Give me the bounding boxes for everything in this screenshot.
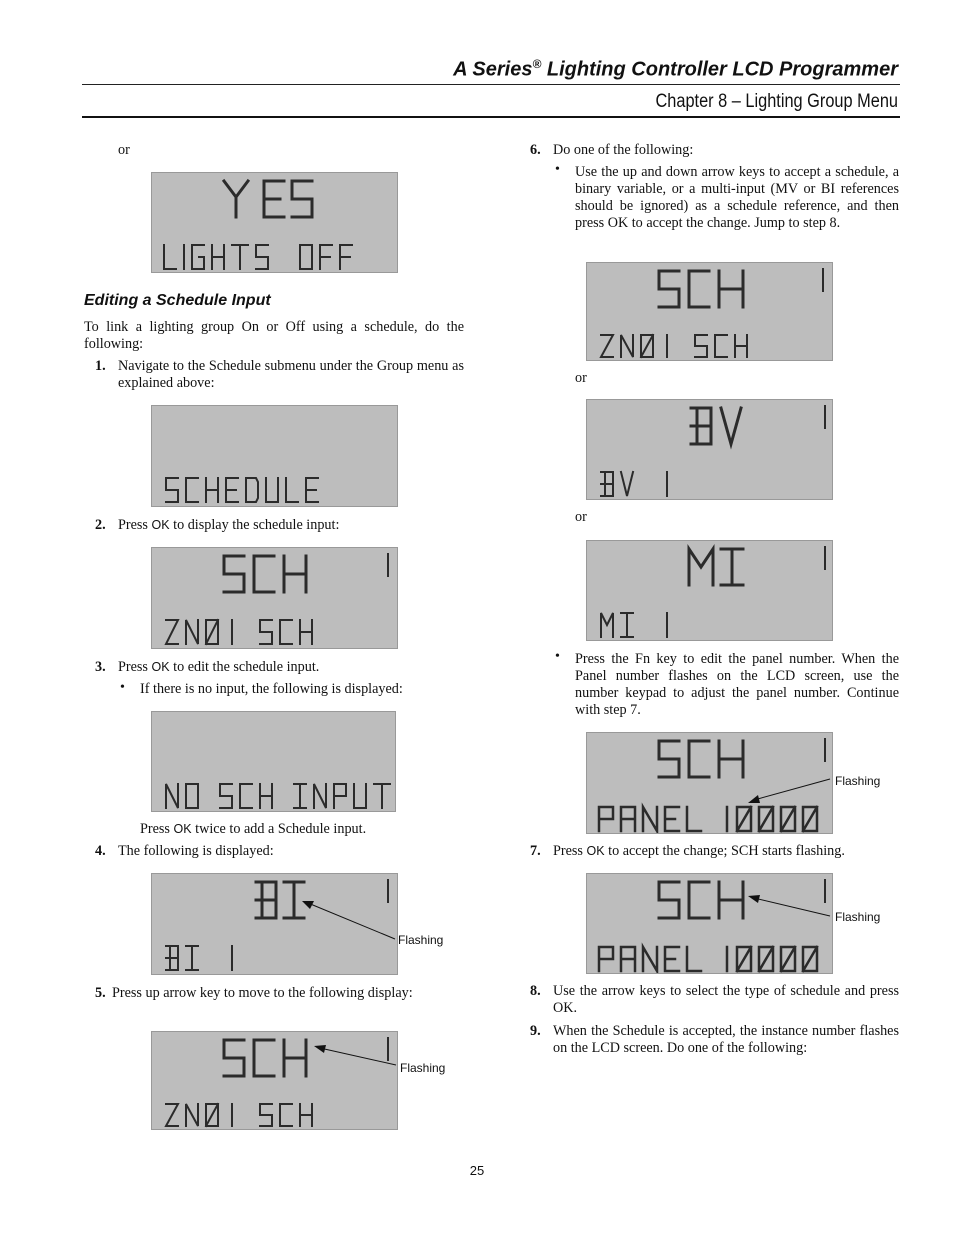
- lcd-small-text: [599, 807, 817, 831]
- step-9-text: When the Schedule is accepted, the instance number flashes on the LCD screen. Do one of the following:: [553, 1023, 899, 1056]
- lcd-small-text: [601, 335, 747, 357]
- lcd-sch-zn01: [151, 547, 398, 649]
- header-rule-thick: [82, 116, 900, 118]
- lcd-schedule: [151, 405, 398, 507]
- flashing-pointer: [310, 1040, 400, 1070]
- or-label: or: [118, 142, 130, 158]
- intro-paragraph: To link a lighting group On or Off using a schedule, do the following:: [84, 319, 464, 352]
- ok-key: OK: [586, 844, 605, 858]
- lcd-mi: [586, 540, 833, 641]
- bullet-dot: •: [555, 649, 560, 664]
- flashing-label: Flashing: [398, 933, 444, 947]
- ok-key: OK: [173, 822, 192, 836]
- step-number: 7.: [530, 843, 541, 859]
- lcd-panel-2: [586, 873, 833, 974]
- bullet-dot: •: [555, 162, 560, 177]
- lcd-small-text: [601, 472, 667, 496]
- ok-key: OK: [151, 660, 170, 674]
- step-number: 6.: [530, 142, 541, 158]
- step-number: 9.: [530, 1023, 541, 1039]
- lcd-small-text: [166, 784, 390, 808]
- flashing-label: Flashing: [400, 1061, 446, 1075]
- lcd-large-text: [689, 549, 743, 585]
- press-ok-twice: Press OK twice to add a Schedule input.: [140, 821, 367, 837]
- lcd-large-text: [691, 408, 741, 444]
- lcd-sch-zn01-right: [586, 262, 833, 361]
- lcd-large-text: [659, 882, 743, 918]
- page-number: 25: [469, 1163, 485, 1178]
- lcd-small-text: [166, 946, 232, 970]
- lcd-small-text: [164, 245, 352, 269]
- header-rule: [82, 84, 900, 85]
- lcd-large-text: [659, 271, 743, 307]
- step-6-text: Do one of the following:: [553, 142, 694, 158]
- flashing-label: Flashing: [835, 910, 881, 924]
- step-number: 1.: [95, 358, 106, 374]
- flashing-pointer: [744, 890, 834, 920]
- document-title: A Series® Lighting Controller LCD Programmer: [453, 57, 898, 81]
- flashing-label: Flashing: [835, 774, 881, 788]
- step-1-text: Navigate to the Schedule submenu under the Group menu as explained above:: [118, 358, 464, 391]
- step-number: 5.: [95, 985, 106, 1001]
- lcd-small-text: [599, 947, 817, 971]
- step-2-text: Press OK to display the schedule input:: [118, 517, 340, 533]
- lcd-small-text: [166, 620, 312, 644]
- lcd-large-text: [224, 556, 306, 592]
- lcd-small-text: [166, 1104, 312, 1126]
- step-3-text: Press OK to edit the schedule input.: [118, 659, 320, 675]
- lcd-yes-lights-off: [151, 172, 398, 273]
- step-number: 3.: [95, 659, 106, 675]
- step-6-bullet-2: Press the Fn key to edit the panel number. When the Panel number flashes on the LCD screen, use the number keypad to adjust the panel number. Continue with step 7.: [575, 651, 899, 718]
- step-3-bullet: If there is no input, the following is displayed:: [140, 681, 403, 697]
- lcd-bv: [586, 399, 833, 500]
- section-heading: Editing a Schedule Input: [84, 292, 271, 309]
- step-7-text: Press OK to accept the change; SCH starts flashing.: [553, 843, 845, 859]
- lcd-small-text: [166, 478, 318, 502]
- bullet-dot: •: [120, 680, 125, 695]
- or-label: or: [575, 509, 587, 525]
- chapter-title: Chapter 8 – Lighting Group Menu: [655, 91, 898, 112]
- flashing-pointer: [744, 774, 834, 808]
- or-label: or: [575, 370, 587, 386]
- lcd-large-text: [224, 181, 312, 217]
- step-8-text: Use the arrow keys to select the type of schedule and press OK.: [553, 983, 899, 1016]
- ok-key: OK: [151, 518, 170, 532]
- step-6-bullet-1: Use the up and down arrow keys to accept a schedule, a binary variable, or a multi-input (MV or BI references should be ignored) as a schedule reference, and then press OK to accept the change. Jump to step 8.: [575, 164, 899, 231]
- lcd-large-text: [659, 741, 743, 777]
- step-number: 8.: [530, 983, 541, 999]
- flashing-pointer: [290, 895, 400, 945]
- step-5-text: Press up arrow key to move to the following display:: [112, 985, 413, 1001]
- step-number: 4.: [95, 843, 106, 859]
- step-4-text: The following is displayed:: [118, 843, 274, 859]
- lcd-large-text: [224, 1040, 306, 1076]
- lcd-small-text: [601, 613, 667, 637]
- lcd-no-sch-input: [151, 711, 396, 812]
- step-number: 2.: [95, 517, 106, 533]
